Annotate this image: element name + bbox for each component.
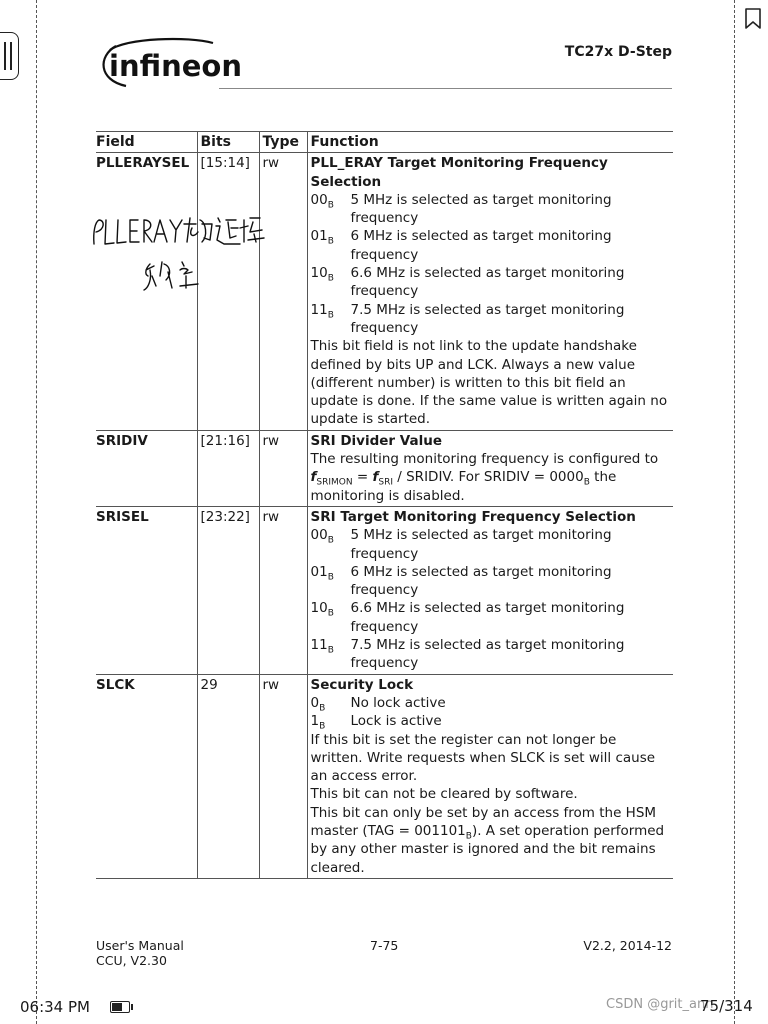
field-bits: [21:16] [197, 430, 259, 506]
bookmark-icon[interactable] [744, 8, 762, 30]
function-note: This bit field is not link to the update handshake defined by bits UP and LCK. Always a new value (different number) is written to this bit field an update is done. If the same value is written again no update is started. [310, 338, 668, 428]
function-note: This bit can not be cleared by software. [310, 786, 578, 803]
header-divider [219, 88, 672, 89]
source-watermark: CSDN @grit_ann [606, 997, 714, 1012]
handle-bar-icon [4, 42, 6, 70]
side-panel-handle[interactable] [0, 32, 19, 80]
option-item: $0_B$ No lock active [310, 694, 446, 714]
table-row [96, 674, 673, 878]
option-item: $11_B$ 7.5 MHz is selected as target monitoring frequency [310, 637, 625, 672]
field-type: rw [259, 674, 307, 878]
field-name: PLLERAYSEL [96, 153, 197, 430]
option-item: $00_B$ 5 MHz is selected as target monitoring frequency [310, 527, 612, 562]
document-title: TC27x D-Step [564, 44, 672, 60]
field-function [307, 506, 673, 674]
page-counter[interactable]: 75/314 [700, 997, 753, 1015]
footer-manual-title: User's Manual [96, 938, 184, 953]
right-page-edge [734, 0, 735, 1024]
footer-page-number: 7-75 [370, 938, 399, 953]
bits-column-header: Bits [197, 132, 259, 153]
field-bits: [15:14] [197, 153, 259, 430]
function-column-header: Function [307, 132, 673, 153]
field-bits: [23:22] [197, 506, 259, 674]
field-bits: 29 [197, 674, 259, 878]
field-function [307, 153, 673, 430]
status-time: 06:34 PM [20, 998, 90, 1016]
field-type: rw [259, 430, 307, 506]
battery-level [112, 1003, 122, 1011]
option-item: $00_B$ 5 MHz is selected as target monitoring frequency [310, 191, 612, 227]
field-function [307, 674, 673, 878]
left-page-edge [36, 0, 37, 1024]
option-item: $10_B$ 6.6 MHz is selected as target monitoring frequency [310, 600, 625, 635]
field-name: SRISEL [96, 506, 197, 674]
field-type: rw [259, 506, 307, 674]
function-description: The resulting monitoring frequency is configured to $f_{SRIMON} = f_{SRI}$ / SRIDIV. For SRIDIV = $0000_B$ the monitoring is disabled. [310, 451, 659, 504]
option-item: $01_B$ 6 MHz is selected as target monitoring frequency [310, 228, 612, 263]
option-item: $01_B$ 6 MHz is selected as target monitoring frequency [310, 563, 612, 599]
option-item: $1_B$ Lock is active [310, 713, 442, 732]
option-item: $11_B$ 7.5 MHz is selected as target monitoring frequency [310, 301, 625, 336]
function-title: Security Lock [310, 676, 414, 693]
function-title: SRI Divider Value [310, 432, 442, 449]
field-column-header: Field [96, 132, 197, 153]
field-name: SLCK [96, 674, 197, 878]
table-header-row [96, 132, 673, 153]
footer-doc-version: V2.2, 2014-12 [583, 938, 672, 953]
table-row [96, 506, 673, 674]
table-row [96, 430, 673, 506]
handwritten-annotation [90, 210, 270, 300]
function-title: PLL_ERAY Target Monitoring Frequency Selection [310, 155, 608, 190]
infineon-logo [96, 36, 242, 96]
footer-manual [96, 938, 184, 968]
function-title: SRI Target Monitoring Frequency Selection [310, 508, 636, 525]
function-note: If this bit is set the register can not longer be written. Write requests when SLCK is set will cause an access error. [310, 731, 656, 785]
type-column-header: Type [259, 132, 307, 153]
option-item: $10_B$ 6.6 MHz is selected as target monitoring frequency [310, 265, 625, 300]
battery-icon [110, 1001, 130, 1013]
handle-bar-icon [10, 42, 12, 70]
field-name: SRIDIV [96, 430, 197, 506]
logo-text: infineon [109, 49, 242, 83]
footer-ccu-version: CCU, V2.30 [96, 953, 167, 968]
field-function [307, 430, 673, 506]
field-type: rw [259, 153, 307, 430]
function-note: This bit can only be set by an access from the HSM master $(TAG = 001101_B)$. A set operation performed by any other master is ignored and the bit remains cleared. [310, 804, 665, 876]
